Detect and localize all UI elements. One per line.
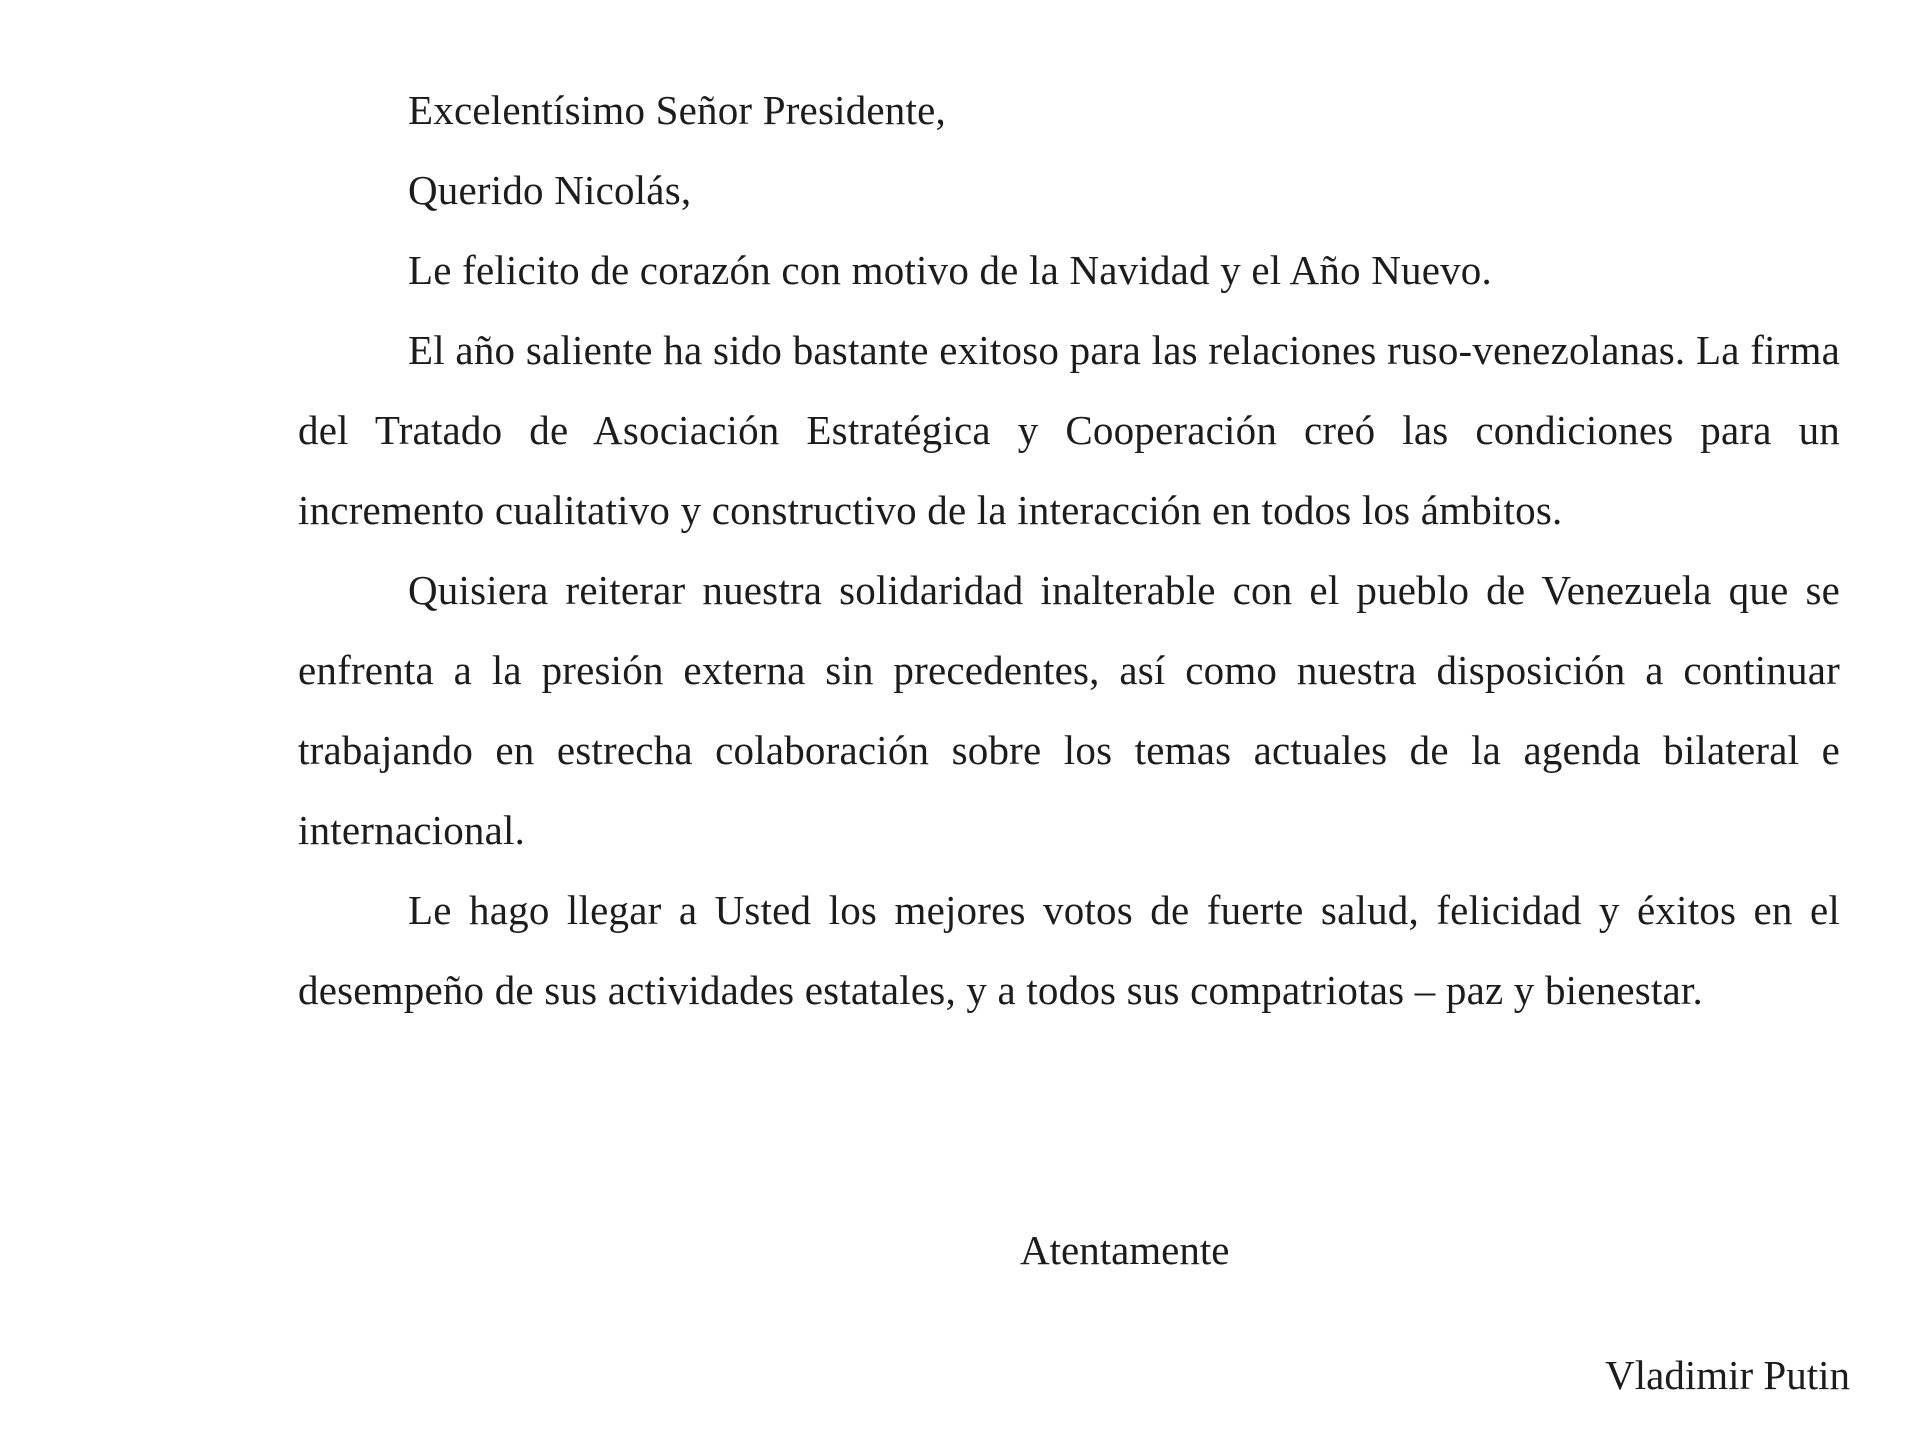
closing: Atentamente [1020, 1227, 1230, 1273]
paragraph-wishes [298, 870, 1840, 1030]
salutation-name: Querido Nicolás, [408, 167, 692, 213]
paragraph-wishes-text: Le hago llegar a Usted los mejores votos de fuerte salud, felicidad y éxitos en el desempeño de sus actividades estatales, y a todos sus compatriotas – paz y bienestar. [298, 887, 1840, 1013]
letter-body [298, 70, 1840, 1030]
paragraph-greeting: Le felicito de corazón con motivo de la Navidad y el Año Nuevo. [408, 247, 1492, 293]
paragraph-solidarity-text: Quisiera reiterar nuestra solidaridad inalterable con el pueblo de Venezuela que se enfrenta a la presión externa sin precedentes, así como nuestra disposición a continuar trabajando en estrecha colaboración sobre los temas actuales de la agenda bilateral e internacional. [298, 567, 1840, 853]
signature: Vladimir Putin [1605, 1352, 1850, 1398]
paragraph-relations-text: El año saliente ha sido bastante exitoso para las relaciones ruso-venezolanas. La firma del Tratado de Asociación Estratégica y Cooperación creó las condiciones para un incremento cualitativo y constructivo de la interacción en todos los ámbitos. [298, 327, 1840, 533]
paragraph-relations [298, 310, 1840, 550]
paragraph-solidarity [298, 550, 1840, 870]
salutation-title: Excelentísimo Señor Presidente, [408, 87, 946, 133]
